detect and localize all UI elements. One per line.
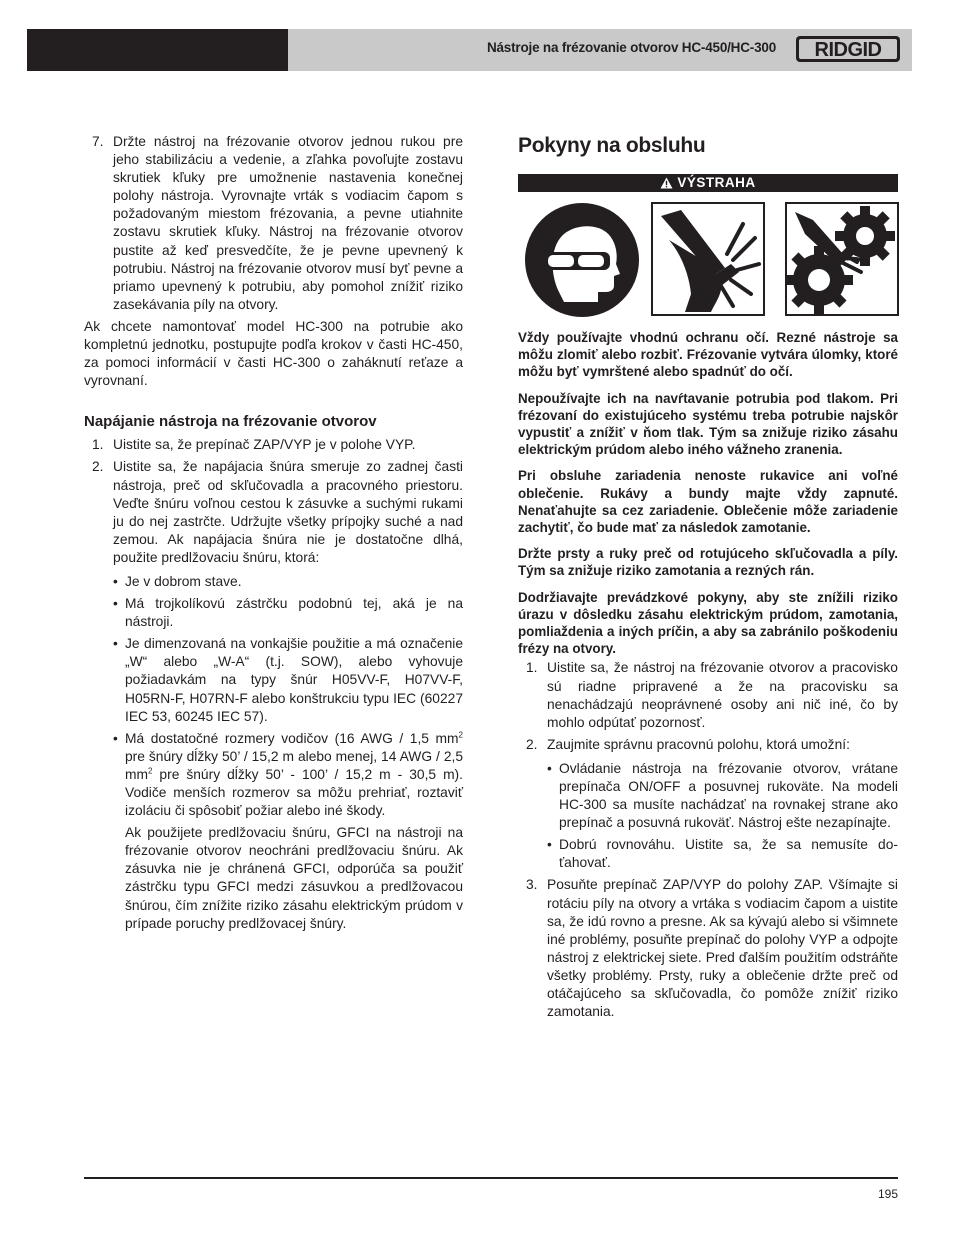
header-title: Nástroje na frézovanie otvorov HC-450/HC-300	[486, 40, 776, 55]
left-column	[84, 133, 463, 937]
warnings-block	[518, 329, 898, 657]
hc300-paragraph: Ak chcete namontovať model HC-300 na potrubie ako kompletnú jednotku, postupujte podľa krokov v časti HC-450, za pomoci informácií v časti HC-300 o zaháknutí reťaze a vyrovnaní.	[84, 318, 463, 389]
position-bullets	[547, 760, 898, 873]
warning-bar	[518, 174, 898, 192]
warning-label: VÝSTRAHA	[677, 175, 756, 190]
page-number: 195	[877, 1187, 898, 1201]
power-heading: Napájanie nástroja na frézovanie otvorov	[84, 413, 377, 431]
list-item: 2. Uistite sa, že napájacia šnúra smeruje zo zadnej časti nástroja, preč od skľučovadla a pracovného priestoru. Veďte šnúru voľnou cestou k zásuvke a suchými rukami ju do nej zastrčte. Udržujte všetky prípojky suché a nad zemou. Ak napájacia šnúra nie je dostatočne dlhá, použite predlžovaciu šnúru, ktorá: • Je v dobrom stave. • Má trojkolíkovú zástrčku podobnú tej, aká je na nástroji. • Je dimenzovaná na vonkajšie použitie a má označenie „W“ alebo „W-A“ (t.j. SOW), alebo vyhovuje požiadavkám na typy šnúr H05VV-F, H07VV-F, H05RN-F, H07RN-F alebo konštrukciu typu IEC (60227 IEC 53, 60245 IEC 57). • Má dostatočné rozmery vodičov (16 AWG / 1,5 $mm^2$ pre šnúry dĺžky 50’ / 15,2 m alebo menej, 14 AWG / 2,5 $mm^2$ pre šnúry dĺžky 50’ - 100’ / 15,2 m - 30,5 m). Vodiče menších rozmerov sa môžu prehriať, roztaviť izoláciu či spôsobiť požiar alebo iné škody. Ak použijete predlžovaciu šnúru, GFCI na nástroji na frézovanie otvorov neochráni predlžovaciu šnúru. Ak zásuvka nie je chránená GFCI, odporúča sa použiť zástrčku typu GFCI medzi zásuvkou a predlžovacou šnúrou, čím znížite riziko zásahu elektrickým prúdom v prípade poruchy predlžovacej šnúry.	[84, 458, 463, 932]
list-item: • Dobrú rovnováhu. Uistite sa, že sa nemusíte doťahovať.	[547, 837, 898, 871]
logo-text: RIDGID	[814, 39, 882, 61]
list-item: • Je dimenzovaná na vonkajšie použitie a má označenie „W“ alebo „W-A“ (t.j. SOW), alebo vyhovuje požiadavkám na typy šnúr H05VV-F, H07VV-F, H05RN-F, H07RN-F alebo konštrukciu typu IEC (60227 IEC 53, 60245 IEC 57).	[113, 636, 463, 724]
footer-rule	[84, 1177, 898, 1179]
operating-steps-list	[518, 659, 898, 1021]
entanglement-hazard-icon	[785, 202, 899, 316]
list-item: 1. Uistite sa, že prepínač ZAP/VYP je v polohe VYP.	[92, 437, 416, 453]
cut-hazard-icon	[651, 202, 765, 316]
list-item: • Má trojkolíkovú zástrčku podobnú tej, aká je na nástroji.	[113, 596, 463, 630]
cord-requirements-list	[113, 573, 463, 933]
right-column	[518, 133, 898, 1025]
list-item: 1. Uistite sa, že nástroj na frézovanie otvorov a pracovisko sú riadne pripravené a že na pracovisku sa nenachádzajú neoprávnené osoby ani nič iné, čo by mohlo odpútať pozornosť.	[526, 660, 898, 730]
list-item: 7. Držte nástroj na frézovanie otvorov jednou rukou pre jeho stabilizáciu a vedenie, a zľahka povoľujte zostavu skrutiek kľuky pre umožnenie nastavenia konečnej polohy nástroja. Vyrovnajte vrták s vodiacim čapom s požadovaným miestom frézovania, a pevne utiahnite zostavu skrutiek kľuky. Nástroj na frézovanie otvorov pustite až keď presvedčíte, že je pevne upevnený k potrubiu. Nástroj na frézovanie otvorov musí byť pevne a priamo upevnený k potrubiu, aby pomohol znížiť riziko zasekávania píly na otvory.	[92, 134, 463, 312]
list-item: • Je v dobrom stave.	[113, 573, 242, 589]
warning-fingers: Držte prsty a ruky preč od rotujúceho skľučovadla a píly. Tým sa znižuje riziko zamotania a rezných rán.	[518, 546, 898, 579]
header-dark-bar	[27, 29, 288, 71]
ridgid-logo	[795, 34, 901, 64]
gfci-paragraph: Ak použijete predlžovaciu šnúru, GFCI na nástroji na frézovanie otvorov neochráni predlžovaciu šnúru. Ak zásuvka nie je chránená GFCI, odporúča sa použiť zástrčku typu GFCI medzi zásuvkou a predlžovacou šnúrou, čím znížite riziko zásahu elektrickým prúdom v prípade poruchy predlžovacej šnúry.	[125, 825, 463, 931]
power-steps-list	[84, 436, 463, 932]
warning-loose-clothing: Pri obsluhe zariadenia nenoste rukavice ani voľné oblečenie. Rukávy a bundy majte vždy zapnuté. Nenaťahujte sa cez zariadenie. Oblečenie môže zariadenie zachytiť, čo bude mať za následok zamotanie.	[518, 468, 898, 536]
section-heading: Pokyny na obsluhu	[518, 134, 706, 157]
list-item: • Ovládanie nástroja na frézovanie otvorov, vrátane prepínača ON/OFF a posuvnej rukoväte. Na modeli HC-300 sa musíte nachádzať na rovnakej strane ako prepínač a posuvná rukoväť. Nástroj ešte nezapínajte.	[547, 760, 898, 831]
list-item: • Má dostatočné rozmery vodičov (16 AWG / 1,5 $mm^2$ pre šnúry dĺžky 50’ / 15,2 m alebo menej, 14 AWG / 2,5 $mm^2$ pre šnúry dĺžky 50’ - 100’ / 15,2 m - 30,5 m). Vodiče menších rozmerov sa môžu prehriať, roztaviť izoláciu či spôsobiť požiar alebo iné škody. Ak použijete predlžovaciu šnúru, GFCI na nástroji na frézovanie otvorov neochráni predlžovaciu šnúru. Ak zásuvka nie je chránená GFCI, odporúča sa použiť zástrčku typu GFCI medzi zásuvkou a predlžovacou šnúrou, čím znížite riziko zásahu elektrickým prúdom v prípade poruchy predlžovacej šnúry.	[113, 730, 463, 933]
warning-triangle-icon	[660, 177, 673, 189]
list-item: 3. Posuňte prepínač ZAP/VYP do polohy ZAP. Všímajte si rotáciu píly na otvory a vrtáka s vodiacim čapom a uistite sa, že idú rovno a presne. Ak sa kývajú alebo si všimnete iné problémy, posuňte prepínač do polohy VYP a odpojte nástroj z elektrickej siete. Pred ďalším použitím odstráňte všetky problémy. Prsty, ruky a oblečenie držte preč od otáčajúceho sa skľučovadla, čo pomôže znížiť riziko zamotania.	[526, 877, 898, 1020]
warning-operating-instructions: Dodržiavajte prevádzkové pokyny, aby ste znížili riziko úrazu v dôsledku zásahu elektrickým prúdom, zamotania, pomliaždenia a iných príčin, a aby sa zabránilo poškodeniu frézy na otvory.	[518, 589, 898, 657]
warning-pressurized-pipe: Nepoužívajte ich na navŕtavanie potrubia pod tlakom. Pri frézovaní do existujúceho systému treba potrubie najskôr vypustiť a znížiť v ňom tlak. Tým sa znižuje riziko zásahu elektrickým prúdom alebo iného vážneho zranenia.	[518, 390, 898, 458]
safety-icons	[518, 199, 898, 319]
list-item: 2. Zaujmite správnu pracovnú polohu, ktorá umožní: • Ovládanie nástroja na frézovanie otvorov, vrátane prepínača ON/OFF a posuvnej rukoväte. Na modeli HC-300 sa musíte nachádzať na rovnakej strane ako prepínač a posuvná rukoväť. Nástroj ešte nezapínajte. • Dobrú rovnováhu. Uistite sa, že sa nemusíte doťahovať.	[518, 736, 898, 873]
warning-eye-protection: Vždy používajte vhodnú ochranu očí. Rezné nástroje sa môžu zlomiť alebo rozbiť. Frézovanie vytvára úlomky, ktoré môžu byť vymrštené alebo spadnúť do očí.	[518, 330, 898, 380]
safety-glasses-icon	[524, 202, 640, 318]
